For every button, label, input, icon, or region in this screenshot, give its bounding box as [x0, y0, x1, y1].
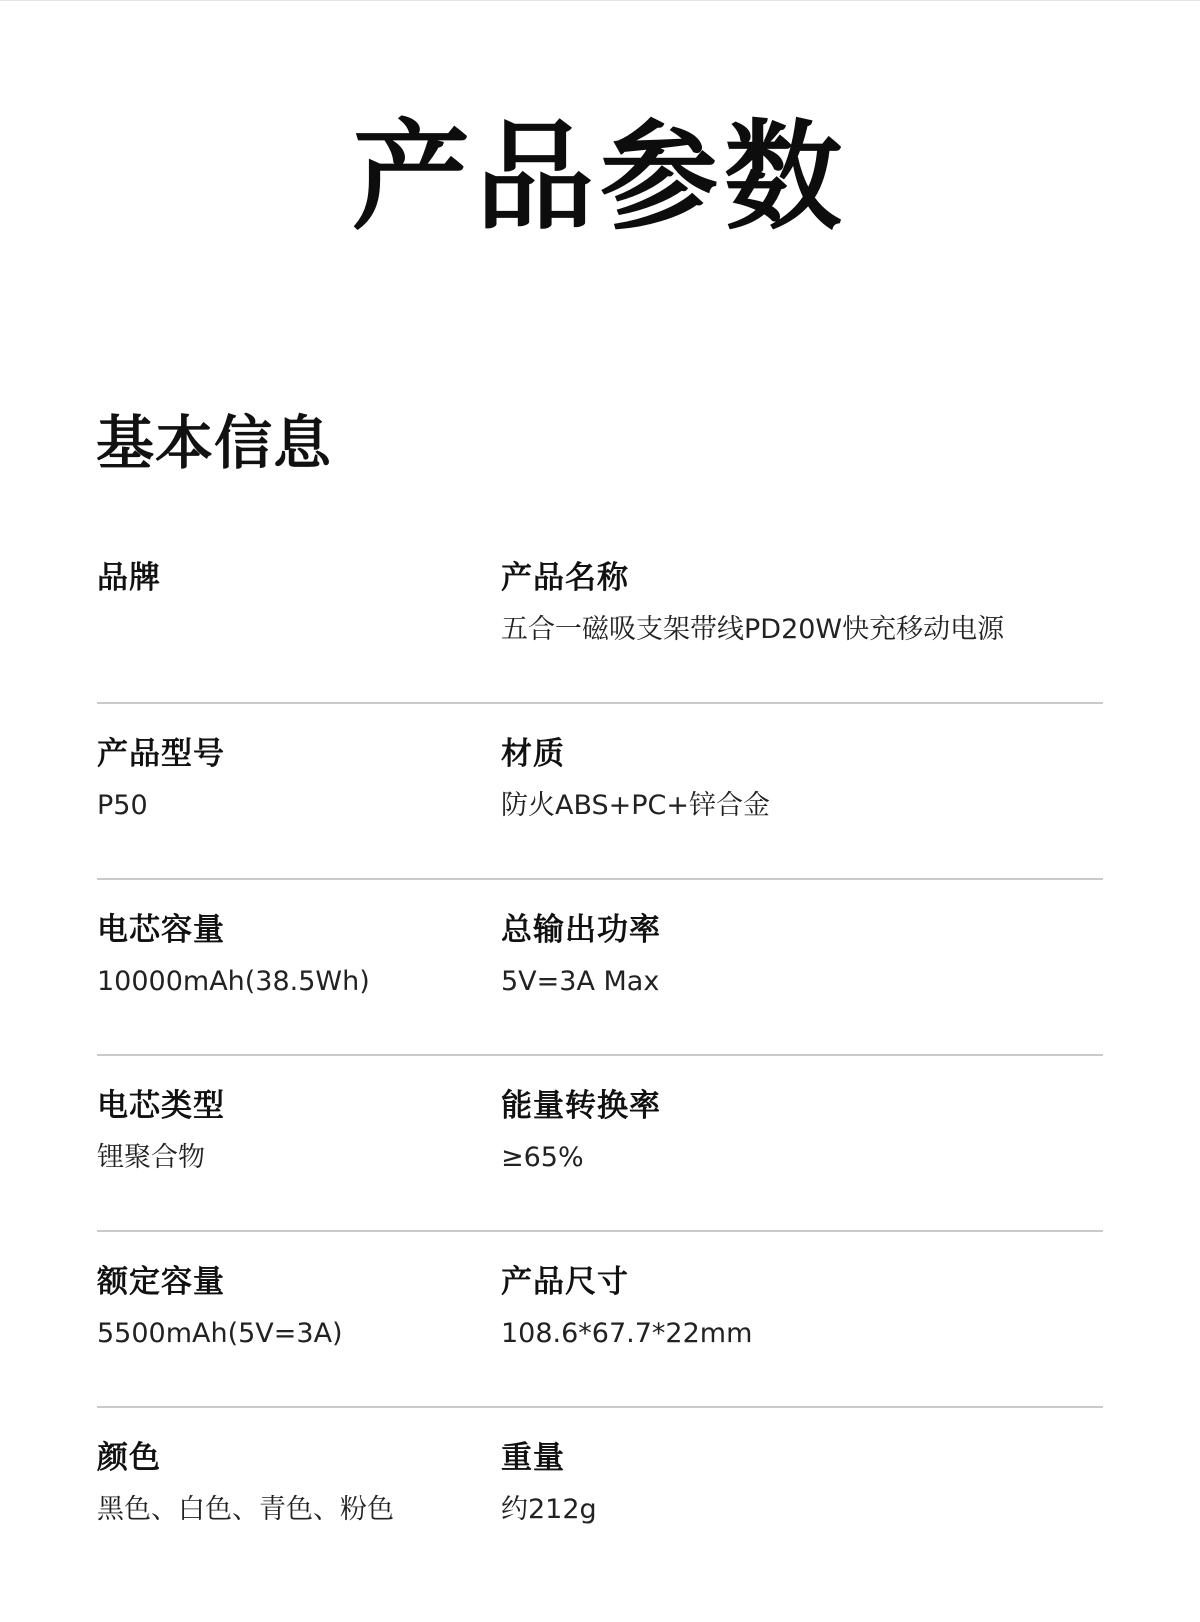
section-title: 基本信息 [96, 409, 333, 477]
spec-value: 108.6*67.7*22mm [501, 1318, 753, 1349]
top-divider [0, 0, 1200, 1]
spec-label: 重量 [501, 1440, 565, 1476]
spec-value: 5V=3A Max [501, 966, 660, 997]
spec-item-model [97, 734, 225, 824]
spec-row [97, 1408, 1103, 1584]
spec-value: 防火ABS+PC+锌合金 [501, 790, 771, 821]
spec-value: 锂聚合物 [97, 1142, 205, 1173]
spec-label: 产品型号 [97, 736, 225, 772]
spec-row [97, 1232, 1103, 1408]
spec-label: 电芯类型 [97, 1088, 225, 1124]
spec-label: 产品名称 [501, 560, 629, 596]
spec-item-dimensions [501, 1262, 752, 1352]
spec-label: 电芯容量 [97, 912, 225, 948]
spec-value: 10000mAh(38.5Wh) [97, 966, 370, 997]
page-title: 产品参数 [351, 108, 848, 246]
spec-row [97, 880, 1103, 1056]
spec-value: ≥65% [501, 1142, 584, 1173]
spec-value: 黑色、白色、青色、粉色 [97, 1494, 394, 1525]
spec-label: 品牌 [97, 560, 161, 596]
spec-item-cell-type [97, 1086, 225, 1176]
spec-item-brand [97, 558, 161, 648]
spec-value: 五合一磁吸支架带线PD20W快充移动电源 [501, 614, 1005, 645]
spec-label: 能量转换率 [501, 1088, 661, 1124]
spec-row [97, 1056, 1103, 1232]
spec-item-product-name [501, 558, 1004, 648]
spec-value: 约212g [501, 1494, 597, 1525]
spec-label: 颜色 [97, 1440, 161, 1476]
spec-item-cell-capacity [97, 910, 370, 1000]
spec-label: 材质 [501, 736, 565, 772]
spec-label: 额定容量 [97, 1264, 225, 1300]
spec-label: 总输出功率 [501, 912, 661, 948]
spec-row [97, 528, 1103, 704]
spec-table [97, 528, 1103, 1584]
spec-item-material [501, 734, 770, 824]
spec-value [97, 612, 161, 648]
spec-value: P50 [97, 790, 148, 821]
spec-item-colors [97, 1438, 394, 1528]
spec-row [97, 704, 1103, 880]
spec-item-rated-capacity [97, 1262, 343, 1352]
spec-item-weight [501, 1438, 597, 1528]
spec-item-conversion-rate [501, 1086, 661, 1176]
spec-label: 产品尺寸 [501, 1264, 629, 1300]
spec-value: 5500mAh(5V=3A) [97, 1318, 343, 1349]
spec-item-total-output [501, 910, 661, 1000]
